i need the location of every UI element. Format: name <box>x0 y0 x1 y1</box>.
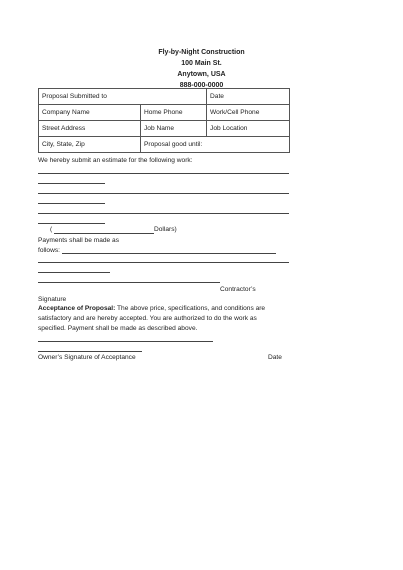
dollars-label: Dollars) <box>154 226 177 233</box>
job-name-field[interactable]: Job Name <box>141 121 207 137</box>
dollars-open-paren: ( <box>50 226 53 233</box>
dollars-amount-line[interactable] <box>54 233 154 234</box>
acceptance-line-1 <box>38 304 265 313</box>
work-description-line[interactable] <box>38 173 289 174</box>
job-location-field[interactable]: Job Location <box>207 121 290 137</box>
company-street: 100 Main St. <box>181 60 222 67</box>
acceptance-line-3: specified. Payment shall be made as described above. <box>38 325 198 332</box>
proposal-good-until-field[interactable]: Proposal good until: <box>141 137 290 153</box>
work-description-line[interactable] <box>38 193 289 194</box>
table-row <box>39 89 290 105</box>
contractor-signature-line[interactable] <box>38 282 220 283</box>
city-state-zip-field[interactable]: City, State, Zip <box>39 137 141 153</box>
date-field[interactable]: Date <box>207 89 290 105</box>
proposal-submitted-to-field[interactable]: Proposal Submitted to <box>39 89 207 105</box>
table-row <box>39 121 290 137</box>
proposal-info-table <box>38 88 290 153</box>
company-city: Anytown, USA <box>177 71 226 78</box>
payment-terms-line[interactable] <box>38 272 110 273</box>
owner-signature-label: Owner’s Signature of Acceptance <box>38 354 136 361</box>
table-row <box>39 137 290 153</box>
street-address-field[interactable]: Street Address <box>39 121 141 137</box>
payments-label-line2: follows: <box>38 247 60 254</box>
acceptance-signature-line[interactable] <box>38 351 142 352</box>
company-phone: 888-000-0000 <box>179 82 224 89</box>
home-phone-field[interactable]: Home Phone <box>141 105 207 121</box>
acceptance-heading: Acceptance of Proposal: <box>38 305 116 312</box>
acceptance-signature-line[interactable] <box>38 341 213 342</box>
payments-label-line1: Payments shall be made as <box>38 237 119 244</box>
estimate-intro: We hereby submit an estimate for the following work: <box>38 157 193 164</box>
work-description-line[interactable] <box>38 213 289 214</box>
work-description-line[interactable] <box>38 223 105 224</box>
acceptance-text: The above price, specifications, and conditions are <box>115 305 266 312</box>
acceptance-date-label: Date <box>268 354 282 361</box>
work-description-line[interactable] <box>38 203 105 204</box>
company-header <box>0 47 403 91</box>
table-row <box>39 105 290 121</box>
payment-terms-line[interactable] <box>38 262 289 263</box>
company-name-field[interactable]: Company Name <box>39 105 141 121</box>
work-description-line[interactable] <box>38 183 105 184</box>
contractor-signature-label: Contractor’s <box>220 286 256 293</box>
payment-terms-line[interactable] <box>62 253 276 254</box>
acceptance-line-2: satisfactory and are hereby accepted. You are authorized to do the work as <box>38 315 257 322</box>
company-name: Fly-by-Night Construction <box>158 49 245 56</box>
work-cell-phone-field[interactable]: Work/Cell Phone <box>207 105 290 121</box>
signature-label: Signature <box>38 296 67 303</box>
